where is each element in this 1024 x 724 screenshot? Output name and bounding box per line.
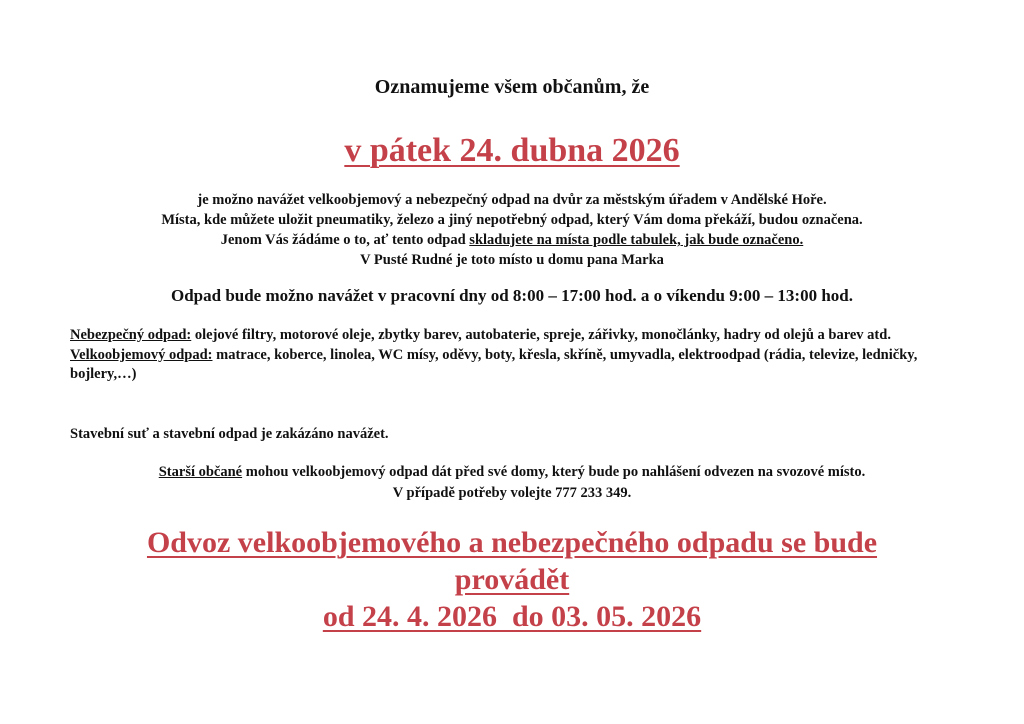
final-line-2-text: provádět (454, 563, 570, 596)
final-line-1 (0, 524, 1024, 561)
info-line-3-prefix: Jenom Vás žádáme o to, ať tento odpad (220, 232, 470, 248)
intro-heading: Oznamujeme všem občanům, že (374, 76, 650, 98)
final-line-3-text: od 24. 4. 2026 do 03. 05. 2026 (322, 600, 702, 633)
hazardous-waste-item (70, 326, 960, 346)
hazardous-waste-label: Nebezpečný odpad: (70, 327, 192, 343)
bulky-waste-item (70, 346, 960, 385)
waste-lists (70, 326, 960, 385)
info-line-4: V Pusté Rudné je toto místo u domu pana Marka (360, 252, 664, 268)
seniors-label: Starší občané (158, 464, 243, 480)
phone-line: V případě potřeby volejte 777 233 349. (392, 485, 632, 501)
final-announcement (0, 524, 1024, 635)
date-headline-text: v pátek 24. dubna 2026 (344, 132, 680, 169)
info-line-3 (0, 230, 1024, 250)
final-line-1-text: Odvoz velkoobjemového a nebezpečného odpadu se bude (146, 526, 878, 559)
final-line-2 (0, 561, 1024, 598)
seniors-block (0, 462, 1024, 504)
hazardous-waste-text: olejové filtry, motorové oleje, zbytky barev, autobaterie, spreje, zářivky, monočlánky, hadry od olejů a barev atd. (191, 327, 891, 343)
seniors-line (0, 462, 1024, 483)
seniors-text: mohou velkoobjemový odpad dát před své domy, který bude po nahlášení odvezen na svozové místo. (242, 464, 866, 480)
info-block (0, 190, 1024, 270)
bulky-waste-text: matrace, koberce, linolea, WC mísy, oděvy, boty, křesla, skříně, umyvadla, elektroodpad (rádia, televize, ledničky, bojlery,…) (70, 346, 918, 382)
construction-waste-ban: Stavební suť a stavební odpad je zakázáno navážet. (70, 426, 389, 442)
info-line-3-underlined: skladujete na místa podle tabulek, jak bude označeno. (469, 232, 804, 248)
final-line-3 (0, 598, 1024, 635)
bulky-waste-label: Velkoobjemový odpad: (70, 346, 213, 363)
info-line-2: Místa, kde můžete uložit pneumatiky, železo a jiný nepotřebný odpad, který Vám doma překáží, budou označena. (161, 212, 863, 228)
opening-hours: Odpad bude možno navážet v pracovní dny od 8:00 – 17:00 hod. a o víkendu 9:00 – 13:00 hod. (170, 286, 853, 305)
info-line-1: je možno navážet velkoobjemový a nebezpečný odpad na dvůr za městským úřadem v Andělské Hoře. (197, 192, 827, 208)
date-headline (0, 132, 1024, 170)
